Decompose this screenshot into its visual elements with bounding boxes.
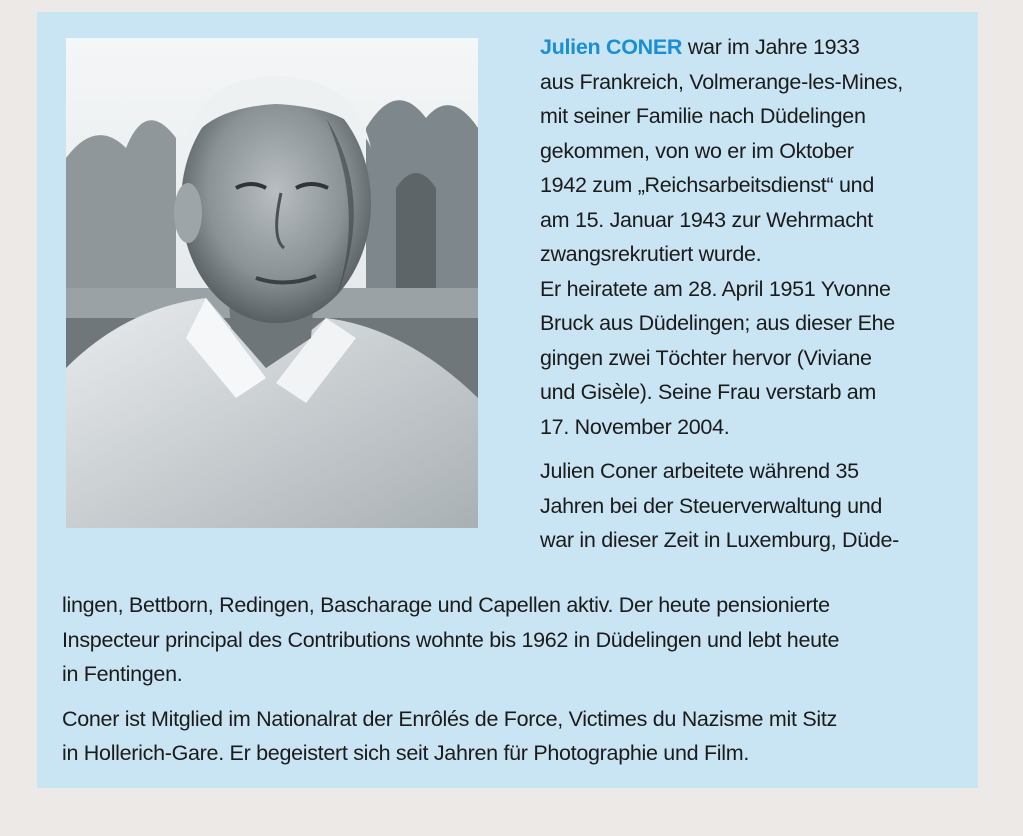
intro-line-7: zwangsrekrutiert wurde. — [540, 242, 762, 266]
intro-line-6: am 15. Januar 1943 zur Wehrmacht — [540, 207, 873, 232]
career-line-3: war in dieser Zeit in Luxemburg, Düde- — [540, 528, 900, 552]
member-line-2: in Hollerich-Gare. Er begeistert sich seit Jahren für Photographie und Film. — [62, 741, 750, 765]
intro-line-2: aus Frankreich, Volmerange-les-Mines, — [540, 69, 903, 94]
career-line-4: lingen, Bettborn, Redingen, Bascharage und Capellen aktiv. Der heute pensionierte — [62, 593, 830, 617]
full-width-text — [62, 588, 972, 771]
career-line-2: Jahren bei der Steuerverwaltung und — [540, 493, 883, 518]
intro-line-11: und Gisèle). Seine Frau verstarb am — [540, 380, 877, 404]
intro-line-8: Er heiratete am 28. April 1951 Yvonne — [540, 276, 891, 301]
career-line-5: Inspecteur principal des Contributions wohnte bis 1962 in Düdelingen und lebt heute — [62, 627, 840, 652]
member-line-1: Coner ist Mitglied im Nationalrat der Enrôlés de Force, Victimes du Nazisme mit Sitz — [62, 706, 837, 731]
intro-line-4: gekommen, von wo er im Oktober — [540, 138, 854, 163]
intro-line-5: 1942 zum „Reichsarbeitsdienst“ und — [540, 173, 874, 197]
person-name: Julien CONER — [540, 35, 683, 59]
career-line-1: Julien Coner arbeitete während 35 — [540, 459, 859, 483]
intro-text — [540, 30, 970, 558]
intro-line-1: Julien CONER war im Jahre 1933 — [540, 35, 860, 59]
intro-line-12: 17. November 2004. — [540, 414, 730, 439]
intro-line-10: gingen zwei Töchter hervor (Viviane — [540, 345, 872, 370]
intro-line-3: mit seiner Familie nach Düdelingen — [540, 104, 866, 128]
intro-line-9: Bruck aus Düdelingen; aus dieser Ehe — [540, 311, 895, 335]
career-line-6: in Fentingen. — [62, 662, 183, 686]
portrait-photo — [66, 38, 478, 528]
